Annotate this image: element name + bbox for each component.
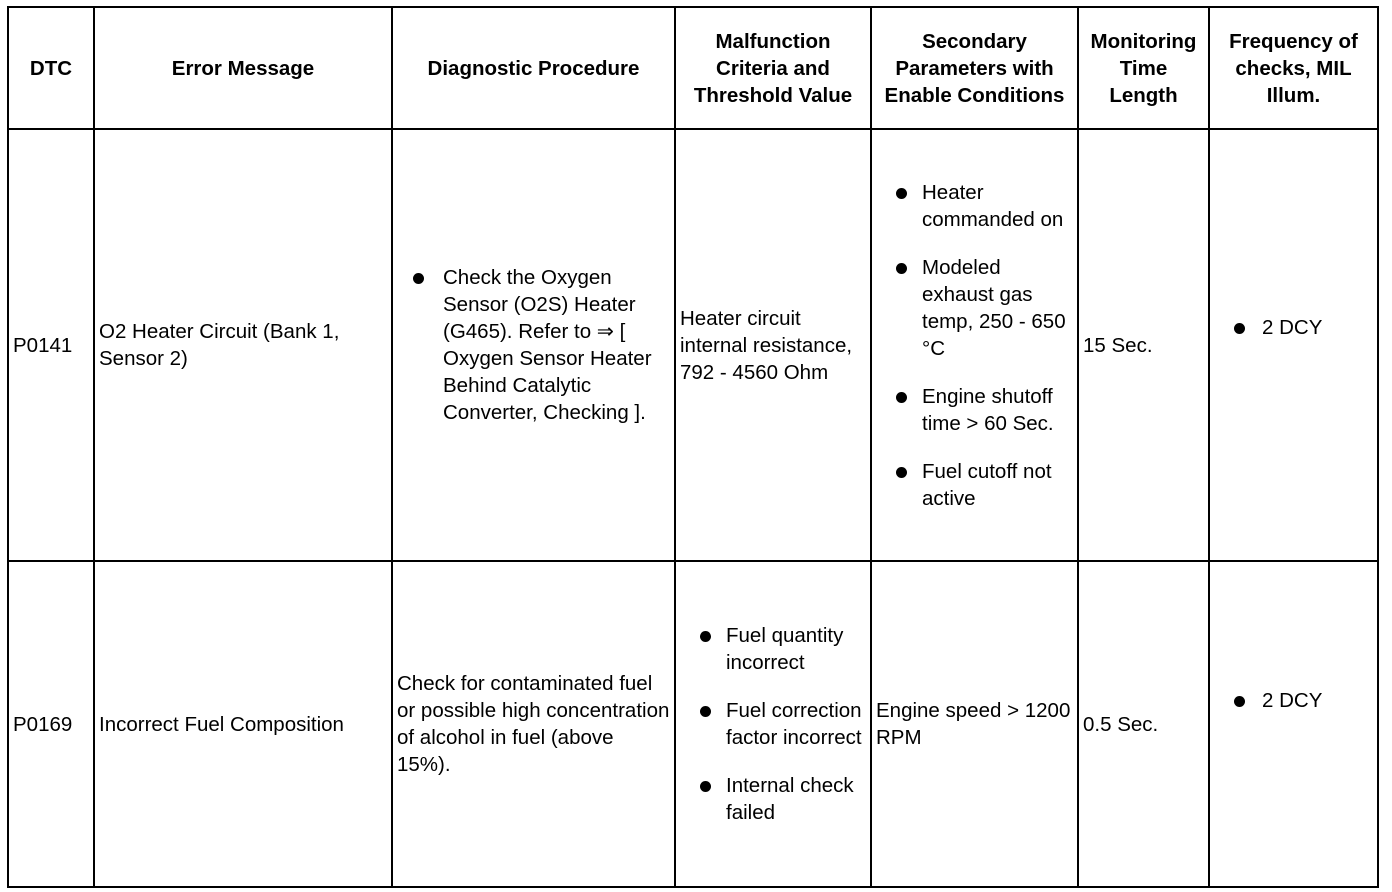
list-item: Fuel quantity incorrect: [680, 622, 866, 676]
procedure-list: [397, 264, 670, 426]
list-item: Fuel cutoff not active: [876, 458, 1073, 512]
table-header-row: [8, 7, 1378, 129]
cell-diagnostic-procedure: Check for contaminated fuel or possible high concentration of alcohol in fuel (above 15%).: [392, 561, 675, 887]
header-monitoring-time: Monitoring Time Length: [1078, 7, 1209, 129]
list-item: Modeled exhaust gas temp, 250 - 650 °C: [876, 254, 1073, 362]
cell-monitoring-time: 15 Sec.: [1078, 129, 1209, 561]
list-item: Engine shutoff time > 60 Sec.: [876, 383, 1073, 437]
cell-error-message: O2 Heater Circuit (Bank 1, Sensor 2): [94, 129, 392, 561]
cell-malfunction-criteria: [675, 561, 871, 887]
header-dtc: DTC: [8, 7, 94, 129]
cell-frequency: [1209, 129, 1378, 561]
cell-dtc: P0141: [8, 129, 94, 561]
cell-diagnostic-procedure: [392, 129, 675, 561]
cell-monitoring-time: 0.5 Sec.: [1078, 561, 1209, 887]
header-secondary-parameters: Secondary Parameters with Enable Conditions: [871, 7, 1078, 129]
cell-dtc: P0169: [8, 561, 94, 887]
dtc-table-sheet: [7, 6, 1377, 886]
list-item: Internal check failed: [680, 772, 866, 826]
table-row: [8, 129, 1378, 561]
table-row: [8, 561, 1378, 887]
frequency-list: [1214, 314, 1373, 341]
malfunction-criteria-list: [680, 622, 866, 826]
cell-secondary-parameters: [871, 129, 1078, 561]
cell-secondary-parameters: Engine speed > 1200 RPM: [871, 561, 1078, 887]
cell-malfunction-criteria: Heater circuit internal resistance, 792 - 4560 Ohm: [675, 129, 871, 561]
list-item: 2 DCY: [1214, 314, 1373, 341]
list-item: Check the Oxygen Sensor (O2S) Heater (G465). Refer to ⇒ [ Oxygen Sensor Heater Behind Catalytic Converter, Checking ].: [397, 264, 670, 426]
frequency-list: [1214, 687, 1373, 714]
header-malfunction-criteria: Malfunction Criteria and Threshold Value: [675, 7, 871, 129]
dtc-table: [7, 6, 1379, 888]
list-item: 2 DCY: [1214, 687, 1373, 714]
cell-frequency: [1209, 561, 1378, 887]
header-diagnostic-procedure: Diagnostic Procedure: [392, 7, 675, 129]
header-error-message: Error Message: [94, 7, 392, 129]
list-item: Fuel correction factor incorrect: [680, 697, 866, 751]
cell-error-message: Incorrect Fuel Composition: [94, 561, 392, 887]
header-frequency: Frequency of checks, MIL Illum.: [1209, 7, 1378, 129]
list-item: Heater commanded on: [876, 179, 1073, 233]
secondary-parameters-list: [876, 179, 1073, 512]
